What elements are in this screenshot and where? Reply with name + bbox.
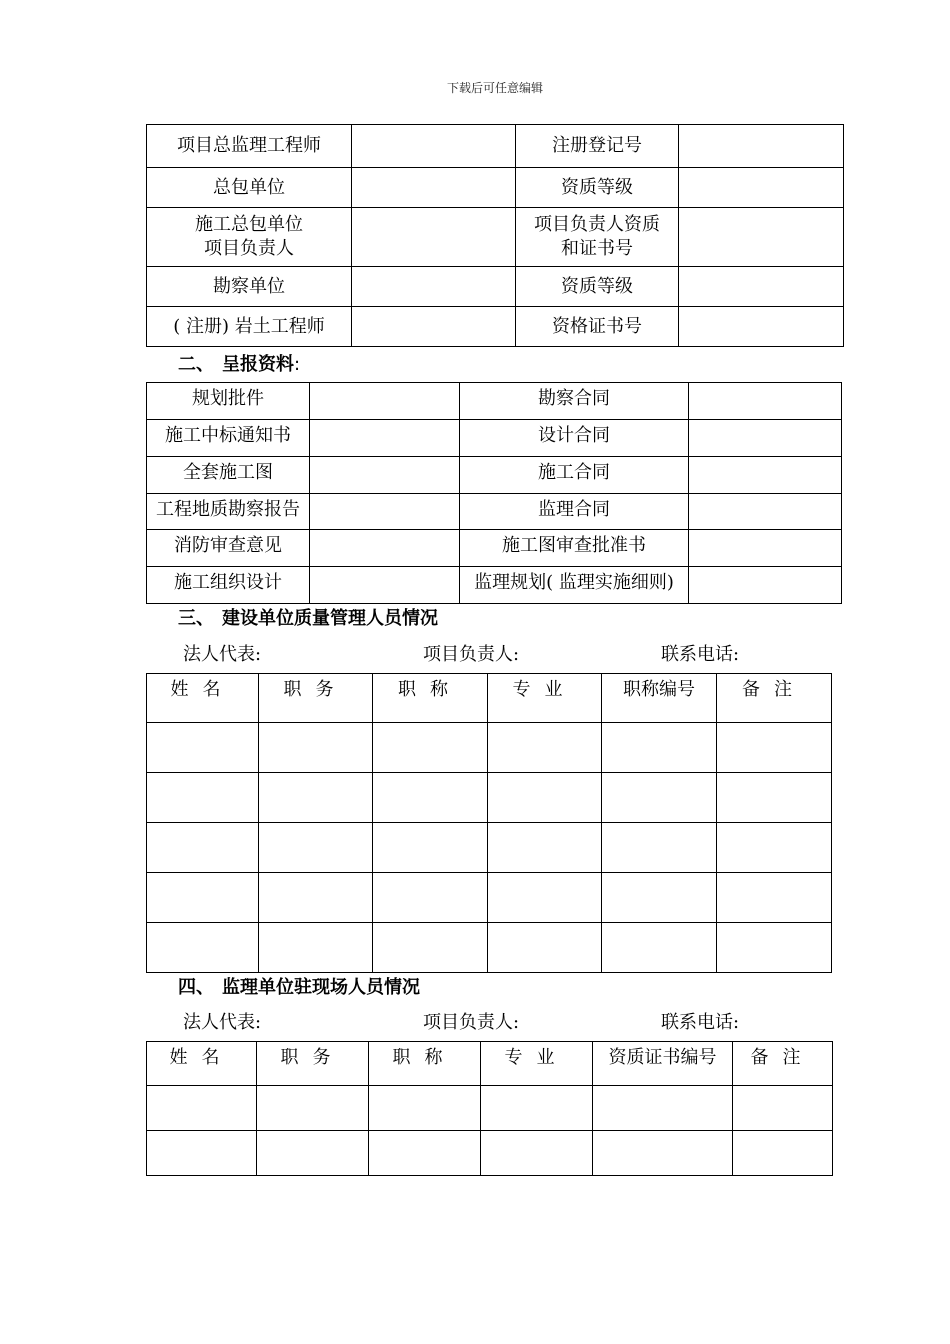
- supervision-personnel-cell[interactable]: [481, 1086, 593, 1131]
- construction-personnel-row: [147, 773, 832, 823]
- construction-personnel-cell[interactable]: [717, 723, 832, 773]
- project-info-label-cell: 项目负责人资质 和证书号: [516, 208, 679, 267]
- section4-heading: 监理单位驻现场人员情况: [222, 977, 420, 998]
- supervision-personnel-column-header: 资质证书编号: [593, 1042, 733, 1086]
- construction-personnel-cell[interactable]: [488, 823, 602, 873]
- project-info-label-cell: 总包单位: [147, 168, 352, 208]
- supervision-personnel-header-row: [147, 1042, 833, 1086]
- section4-legal-rep-label: 法人代表:: [183, 1012, 262, 1033]
- section3-heading: 建设单位质量管理人员情况: [222, 608, 438, 629]
- submitted-doc-label-cell: 设计合同: [460, 420, 689, 457]
- submitted-doc-value-cell[interactable]: [689, 494, 842, 530]
- section3-contact-row: [0, 640, 950, 664]
- section4-contact-row: [0, 1008, 950, 1032]
- submitted-doc-row: [147, 383, 842, 420]
- construction-personnel-cell[interactable]: [373, 923, 488, 973]
- submitted-doc-label-cell: 监理合同: [460, 494, 689, 530]
- supervision-personnel-column-header: 备注: [733, 1042, 833, 1086]
- project-info-label-cell: 施工总包单位 项目负责人: [147, 208, 352, 267]
- supervision-personnel-cell[interactable]: [369, 1086, 481, 1131]
- project-info-value-cell[interactable]: [352, 208, 516, 267]
- construction-personnel-cell[interactable]: [147, 823, 259, 873]
- project-info-label-cell: ( 注册) 岩土工程师: [147, 307, 352, 347]
- construction-personnel-cell[interactable]: [602, 873, 717, 923]
- submitted-doc-row: [147, 530, 842, 567]
- project-info-value-cell[interactable]: [679, 208, 844, 267]
- construction-personnel-cell[interactable]: [147, 923, 259, 973]
- submitted-doc-label-cell: 规划批件: [147, 383, 310, 420]
- construction-personnel-column-header: 职称编号: [602, 674, 717, 723]
- project-info-label-cell: 项目总监理工程师: [147, 125, 352, 168]
- supervision-personnel-cell[interactable]: [733, 1131, 833, 1176]
- construction-personnel-cell[interactable]: [259, 773, 373, 823]
- project-info-table: [146, 124, 844, 347]
- construction-personnel-cell[interactable]: [373, 873, 488, 923]
- construction-personnel-cell[interactable]: [488, 873, 602, 923]
- supervision-personnel-cell[interactable]: [257, 1131, 369, 1176]
- project-info-label-cell: 资格证书号: [516, 307, 679, 347]
- submitted-doc-value-cell[interactable]: [689, 420, 842, 457]
- construction-personnel-row: [147, 723, 832, 773]
- supervision-personnel-cell[interactable]: [369, 1131, 481, 1176]
- submitted-doc-label-cell: 施工合同: [460, 457, 689, 494]
- supervision-personnel-row: [147, 1086, 833, 1131]
- section2-heading: 呈报资料: [222, 354, 294, 375]
- project-info-value-cell[interactable]: [679, 307, 844, 347]
- section3-title: [178, 604, 438, 630]
- construction-personnel-cell[interactable]: [602, 723, 717, 773]
- project-info-row: [147, 267, 844, 307]
- construction-personnel-cell[interactable]: [259, 723, 373, 773]
- submitted-doc-row: [147, 494, 842, 530]
- project-info-row: [147, 307, 844, 347]
- project-info-value-cell[interactable]: [352, 307, 516, 347]
- project-info-value-cell[interactable]: [352, 267, 516, 307]
- submitted-doc-value-cell[interactable]: [310, 567, 460, 604]
- construction-personnel-column-header: 职称: [373, 674, 488, 723]
- construction-personnel-column-header: 职务: [259, 674, 373, 723]
- construction-personnel-cell[interactable]: [717, 873, 832, 923]
- project-info-label-cell: 注册登记号: [516, 125, 679, 168]
- header-note: 下载后可任意编辑: [446, 81, 543, 95]
- submitted-doc-label-cell: 施工组织设计: [147, 567, 310, 604]
- project-info-label-cell: 资质等级: [516, 168, 679, 208]
- supervision-personnel-cell[interactable]: [593, 1131, 733, 1176]
- construction-personnel-cell[interactable]: [488, 723, 602, 773]
- submitted-doc-label-cell: 施工中标通知书: [147, 420, 310, 457]
- supervision-personnel-cell[interactable]: [733, 1086, 833, 1131]
- section4-phone-label: 联系电话:: [661, 1012, 740, 1033]
- project-info-label-cell: 资质等级: [516, 267, 679, 307]
- construction-personnel-cell[interactable]: [488, 773, 602, 823]
- construction-personnel-column-header: 备注: [717, 674, 832, 723]
- construction-personnel-cell[interactable]: [602, 773, 717, 823]
- supervision-personnel-cell[interactable]: [147, 1131, 257, 1176]
- project-info-value-cell[interactable]: [679, 125, 844, 168]
- section3-project-lead-label: 项目负责人:: [423, 644, 520, 665]
- submitted-doc-value-cell[interactable]: [310, 457, 460, 494]
- project-info-value-cell[interactable]: [352, 125, 516, 168]
- project-info-value-cell[interactable]: [679, 168, 844, 208]
- project-info-value-cell[interactable]: [352, 168, 516, 208]
- section2-title: [178, 350, 300, 376]
- construction-personnel-cell[interactable]: [147, 773, 259, 823]
- construction-personnel-cell[interactable]: [602, 923, 717, 973]
- construction-personnel-cell[interactable]: [373, 823, 488, 873]
- supervision-personnel-column-header: 姓名: [147, 1042, 257, 1086]
- section4-number: 四、: [178, 977, 214, 998]
- construction-personnel-cell[interactable]: [488, 923, 602, 973]
- supervision-personnel-cell[interactable]: [593, 1086, 733, 1131]
- submitted-documents-table: [146, 382, 842, 604]
- submitted-doc-label-cell: 全套施工图: [147, 457, 310, 494]
- construction-personnel-cell[interactable]: [259, 873, 373, 923]
- section2-colon: :: [294, 354, 301, 375]
- supervision-personnel-row: [147, 1131, 833, 1176]
- construction-personnel-row: [147, 873, 832, 923]
- section3-legal-rep-label: 法人代表:: [183, 644, 262, 665]
- construction-personnel-cell[interactable]: [602, 823, 717, 873]
- section3-phone-label: 联系电话:: [661, 644, 740, 665]
- supervision-personnel-column-header: 职称: [369, 1042, 481, 1086]
- construction-personnel-cell[interactable]: [259, 823, 373, 873]
- construction-personnel-cell[interactable]: [147, 723, 259, 773]
- project-info-value-cell[interactable]: [679, 267, 844, 307]
- supervision-personnel-cell[interactable]: [481, 1131, 593, 1176]
- construction-personnel-cell[interactable]: [373, 773, 488, 823]
- submitted-doc-value-cell[interactable]: [689, 530, 842, 567]
- construction-personnel-cell[interactable]: [717, 823, 832, 873]
- submitted-doc-label-cell: 勘察合同: [460, 383, 689, 420]
- construction-personnel-cell[interactable]: [259, 923, 373, 973]
- section4-project-lead-label: 项目负责人:: [423, 1012, 520, 1033]
- supervision-personnel-cell[interactable]: [257, 1086, 369, 1131]
- construction-personnel-cell[interactable]: [717, 773, 832, 823]
- construction-personnel-cell[interactable]: [717, 923, 832, 973]
- project-info-label-cell: 勘察单位: [147, 267, 352, 307]
- submitted-doc-value-cell[interactable]: [310, 530, 460, 567]
- construction-personnel-column-header: 姓名: [147, 674, 259, 723]
- supervision-personnel-cell[interactable]: [147, 1086, 257, 1131]
- section3-number: 三、: [178, 608, 214, 629]
- construction-personnel-row: [147, 823, 832, 873]
- construction-personnel-header-row: [147, 674, 832, 723]
- submitted-doc-label-cell: 工程地质勘察报告: [147, 494, 310, 530]
- construction-personnel-cell[interactable]: [373, 723, 488, 773]
- construction-personnel-row: [147, 923, 832, 973]
- submitted-doc-value-cell[interactable]: [689, 383, 842, 420]
- construction-personnel-cell[interactable]: [147, 873, 259, 923]
- submitted-doc-label-cell: 施工图审查批准书: [460, 530, 689, 567]
- submitted-doc-value-cell[interactable]: [310, 383, 460, 420]
- submitted-doc-value-cell[interactable]: [310, 494, 460, 530]
- submitted-doc-row: [147, 420, 842, 457]
- supervision-personnel-column-header: 职务: [257, 1042, 369, 1086]
- submitted-doc-row: [147, 457, 842, 494]
- supervision-unit-personnel-table: [146, 1041, 833, 1176]
- submitted-doc-value-cell[interactable]: [689, 457, 842, 494]
- section4-title: [178, 973, 420, 999]
- project-info-row: [147, 125, 844, 168]
- submitted-doc-value-cell[interactable]: [689, 567, 842, 604]
- construction-personnel-column-header: 专业: [488, 674, 602, 723]
- submitted-doc-label-cell: 监理规划( 监理实施细则): [460, 567, 689, 604]
- supervision-personnel-column-header: 专业: [481, 1042, 593, 1086]
- submitted-doc-value-cell[interactable]: [310, 420, 460, 457]
- submitted-doc-label-cell: 消防审查意见: [147, 530, 310, 567]
- section2-number: 二、: [178, 354, 214, 375]
- project-info-row: [147, 208, 844, 267]
- project-info-row: [147, 168, 844, 208]
- construction-unit-personnel-table: [146, 673, 832, 973]
- submitted-doc-row: [147, 567, 842, 604]
